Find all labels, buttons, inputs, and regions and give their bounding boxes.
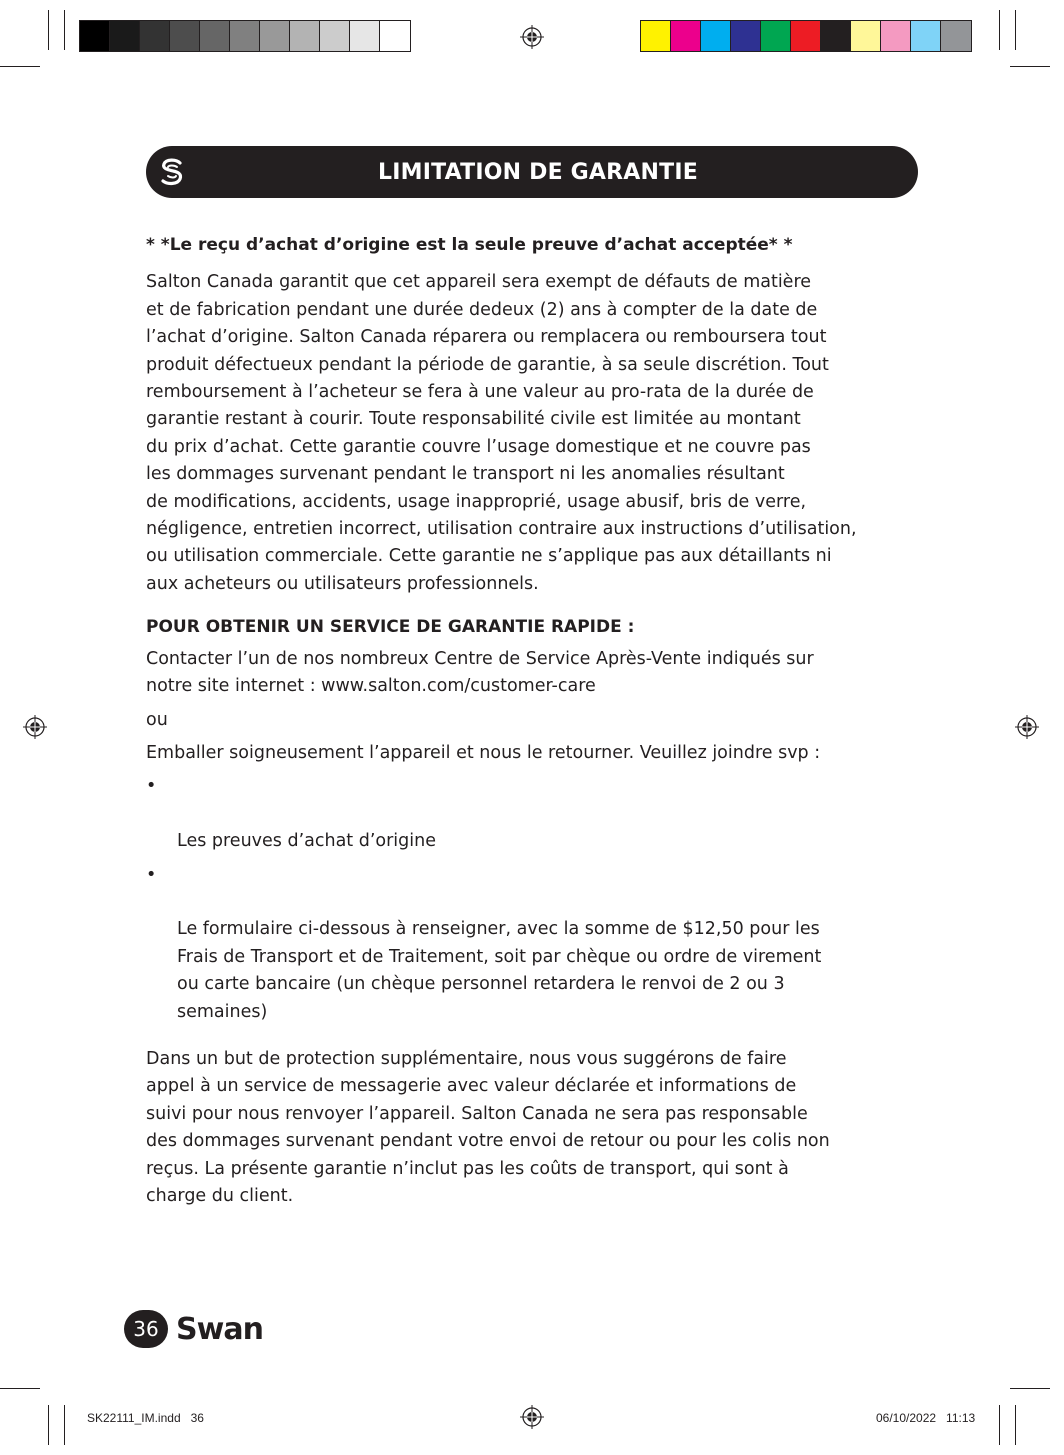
service-heading: POUR OBTENIR UN SERVICE DE GARANTIE RAPIDE : <box>146 617 635 638</box>
slug-datetime: 06/10/2022 11:13 <box>876 1411 976 1425</box>
color-swatch <box>80 21 110 51</box>
crop-mark <box>0 1388 40 1389</box>
color-swatch <box>290 21 320 51</box>
slug-filename: SK22111_IM.indd 36 <box>87 1411 204 1425</box>
page-number: 36 <box>124 1310 168 1348</box>
color-swatch <box>140 21 170 51</box>
color-swatch <box>641 21 671 51</box>
list-item-text: Le formulaire ci-dessous à renseigner, avec la somme de $12,50 pour les Frais de Transport et de Traitement, soit par chèque ou ordre de virement ou carte bancaire (un chèque personnel retardera le renvoi de 2 ou 3 semaines) <box>177 919 822 1022</box>
bullet-icon: • <box>146 776 157 797</box>
packing-paragraph: Emballer soigneusement l’appareil et nous le retourner. Veuillez joindre svp : <box>146 742 821 763</box>
color-swatch <box>911 21 941 51</box>
section-header <box>146 146 918 198</box>
list-item <box>146 773 926 855</box>
color-swatch <box>821 21 851 51</box>
crop-mark <box>999 10 1000 50</box>
color-swatch <box>701 21 731 51</box>
page-title: LIMITATION DE GARANTIE <box>378 159 698 185</box>
registration-mark-icon <box>520 25 544 49</box>
color-calibration-bar <box>640 20 972 52</box>
contact-paragraph: Contacter l’un de nos nombreux Centre de Service Après-Vente indiqués sur notre site internet : www.salton.com/customer-care <box>146 648 814 697</box>
crop-mark <box>1015 10 1016 50</box>
crop-mark <box>64 10 65 50</box>
crop-mark <box>48 1405 49 1445</box>
color-swatch <box>200 21 230 51</box>
color-swatch <box>230 21 260 51</box>
registration-mark-icon <box>520 1405 544 1429</box>
color-swatch <box>671 21 701 51</box>
crop-mark <box>64 1405 65 1445</box>
color-swatch <box>881 21 911 51</box>
color-swatch <box>791 21 821 51</box>
color-swatch <box>260 21 290 51</box>
list-item-text: Les preuves d’achat d’origine <box>177 831 436 852</box>
color-swatch <box>851 21 881 51</box>
page-footer <box>124 1310 263 1348</box>
crop-mark <box>0 66 40 67</box>
crop-mark <box>1010 1388 1050 1389</box>
color-swatch <box>350 21 380 51</box>
crop-mark <box>1010 66 1050 67</box>
color-swatch <box>941 21 971 51</box>
color-swatch <box>110 21 140 51</box>
color-swatch <box>170 21 200 51</box>
registration-mark-icon <box>23 715 47 739</box>
gray-calibration-bar <box>79 20 411 52</box>
brand-logo: Swan <box>176 1311 263 1347</box>
registration-mark-icon <box>1015 715 1039 739</box>
crop-mark <box>48 10 49 50</box>
swan-logo-icon <box>146 146 198 198</box>
color-swatch <box>761 21 791 51</box>
warranty-content <box>146 232 926 1228</box>
shipping-paragraph: Dans un but de protection supplémentaire, nous vous suggérons de faire appel à un service de messagerie avec valeur déclarée et informations de suivi pour nous renvoyer l’appareil. Salton Canada ne sera pas responsable des dommages survenant pendant votre envoi de retour ou pour les colis non reçus. La présente garantie n’inclut pas les coûts de transport, qui sont à charge du client. <box>146 1048 830 1206</box>
crop-mark <box>1015 1405 1016 1445</box>
color-swatch <box>380 21 410 51</box>
enclosure-list <box>146 773 926 1026</box>
receipt-notice: * *Le reçu d’achat d’origine est la seule preuve d’achat acceptée* * <box>146 235 793 255</box>
or-separator: ou <box>146 709 168 730</box>
color-swatch <box>320 21 350 51</box>
warranty-paragraph: Salton Canada garantit que cet appareil sera exempt de défauts de matière et de fabrication pendant une durée dedeux (2) ans à compter de la date de l’achat d’origine. Salton Canada réparera ou remplacera ou remboursera tout produit défectueux pendant la période de garantie, à sa seule discrétion. Tout remboursement à l’acheteur se fera à une valeur au pro-rata de la durée de garantie restant à courir. Toute responsabilité civile est limitée au montant du prix d’achat. Cette garantie couvre l’usage domestique et ne couvre pas les dommages survenant pendant le transport ni les anomalies résultant de modifications, accidents, usage inapproprié, usage abusif, bris de verre, négligence, entretien incorrect, utilisation contraire aux instructions d’utilisation, ou utilisation commerciale. Cette garantie ne s’applique pas aux détaillants ni aux acheteurs ou utilisateurs professionnels. <box>146 272 857 594</box>
crop-mark <box>999 1405 1000 1445</box>
list-item <box>146 862 926 1026</box>
bullet-icon: • <box>146 864 157 885</box>
color-swatch <box>731 21 761 51</box>
